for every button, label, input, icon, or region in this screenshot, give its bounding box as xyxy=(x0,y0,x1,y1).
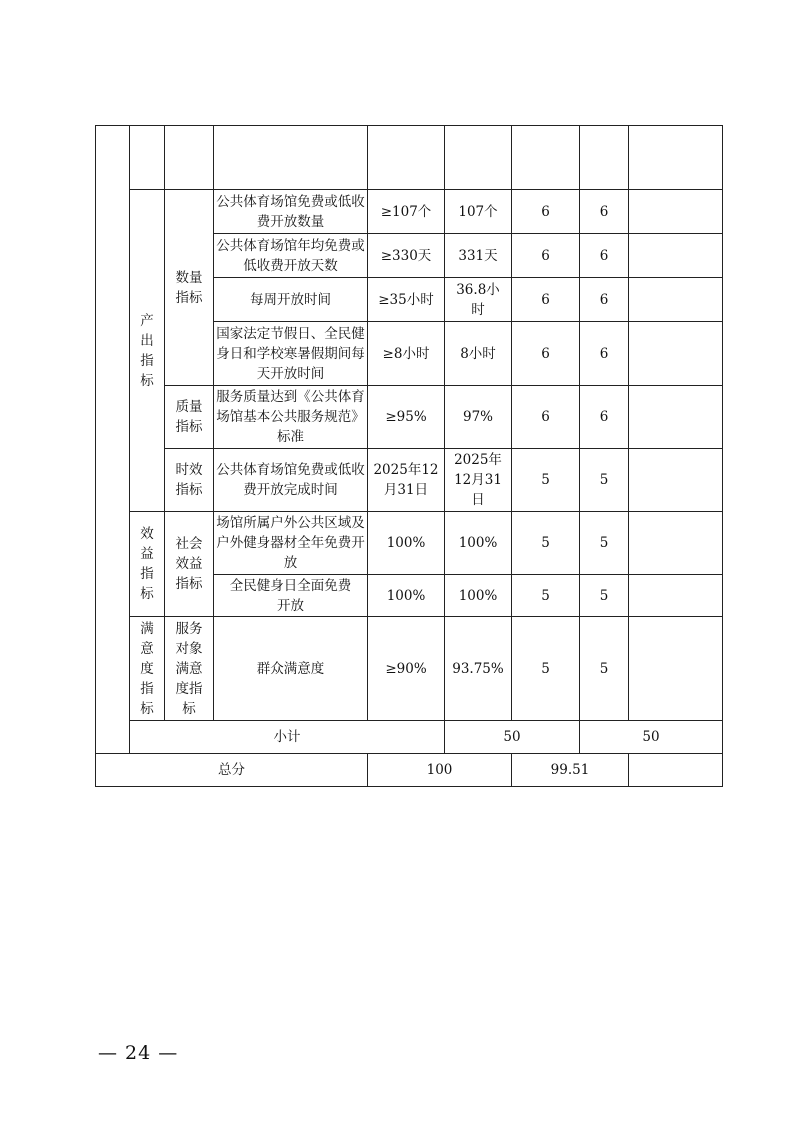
score-cell: 5 xyxy=(580,617,629,721)
total-label: 总分 xyxy=(96,754,368,787)
weight-cell: 5 xyxy=(512,617,580,721)
weight-cell: 6 xyxy=(512,278,580,322)
weight-cell: 6 xyxy=(512,190,580,234)
benefit-indicator-label: 效益指标 xyxy=(130,512,165,617)
remark-cell xyxy=(629,449,723,512)
target-cell: ≥90% xyxy=(368,617,445,721)
target-cell: ≥330天 xyxy=(368,234,445,278)
score-cell: 6 xyxy=(580,234,629,278)
output-indicator-label: 产出指标 xyxy=(130,190,165,512)
table-row xyxy=(96,449,723,512)
remark-cell xyxy=(629,322,723,386)
subtotal-row xyxy=(96,721,723,754)
actual-cell: 2025年12月31日 xyxy=(445,449,512,512)
remark-cell xyxy=(629,278,723,322)
table-row-blank xyxy=(96,126,723,190)
indicator-cell: 每周开放时间 xyxy=(214,278,368,322)
total-score: 99.51 xyxy=(512,754,629,787)
score-cell: 5 xyxy=(580,575,629,617)
score-cell: 6 xyxy=(580,322,629,386)
timeliness-indicator-label: 时效指标 xyxy=(165,449,214,512)
remark-cell xyxy=(629,234,723,278)
social-benefit-indicator-label: 社会效益指标 xyxy=(165,512,214,617)
table-row xyxy=(96,386,723,449)
weight-cell: 5 xyxy=(512,575,580,617)
indicator-cell: 公共体育场馆年均免费或低收费开放天数 xyxy=(214,234,368,278)
weight-cell: 6 xyxy=(512,322,580,386)
table-row xyxy=(96,190,723,234)
target-cell: 100% xyxy=(368,575,445,617)
remark-cell xyxy=(629,512,723,575)
target-cell: ≥35小时 xyxy=(368,278,445,322)
service-satisfaction-indicator-label: 服务对象满意度指标 xyxy=(165,617,214,721)
weight-cell: 6 xyxy=(512,386,580,449)
weight-cell: 5 xyxy=(512,512,580,575)
indicator-cell: 场馆所属户外公共区域及户外健身器材全年免费开放 xyxy=(214,512,368,575)
remark-cell xyxy=(629,190,723,234)
indicator-cell: 公共体育场馆免费或低收费开放数量 xyxy=(214,190,368,234)
actual-cell: 331天 xyxy=(445,234,512,278)
satisfaction-indicator-label: 满意度指标 xyxy=(130,617,165,721)
quantity-indicator-label: 数量指标 xyxy=(165,190,214,386)
actual-cell: 100% xyxy=(445,512,512,575)
score-cell: 6 xyxy=(580,190,629,234)
subtotal-weight: 50 xyxy=(445,721,580,754)
table-row xyxy=(96,512,723,575)
performance-indicator-table xyxy=(95,125,723,787)
target-cell: ≥95% xyxy=(368,386,445,449)
actual-cell: 36.8小时 xyxy=(445,278,512,322)
total-weight: 100 xyxy=(368,754,512,787)
remark-cell xyxy=(629,386,723,449)
actual-cell: 107个 xyxy=(445,190,512,234)
actual-cell: 100% xyxy=(445,575,512,617)
indicator-cell: 服务质量达到《公共体育场馆基本公共服务规范》标准 xyxy=(214,386,368,449)
remark-cell xyxy=(629,575,723,617)
subtotal-score: 50 xyxy=(580,721,723,754)
actual-cell: 97% xyxy=(445,386,512,449)
weight-cell: 5 xyxy=(512,449,580,512)
indicator-cell: 国家法定节假日、全民健身日和学校寒暑假期间每天开放时间 xyxy=(214,322,368,386)
score-cell: 5 xyxy=(580,512,629,575)
actual-cell: 8小时 xyxy=(445,322,512,386)
indicator-cell: 群众满意度 xyxy=(214,617,368,721)
total-row xyxy=(96,754,723,787)
indicator-cell: 公共体育场馆免费或低收费开放完成时间 xyxy=(214,449,368,512)
target-cell: 100% xyxy=(368,512,445,575)
indicator-cell: 全民健身日全面免费开放 xyxy=(214,575,368,617)
score-cell: 6 xyxy=(580,278,629,322)
remark-cell xyxy=(629,617,723,721)
score-cell: 5 xyxy=(580,449,629,512)
weight-cell: 6 xyxy=(512,234,580,278)
remark-cell xyxy=(629,754,723,787)
quality-indicator-label: 质量指标 xyxy=(165,386,214,449)
table-row xyxy=(96,617,723,721)
continued-first-level-cell xyxy=(96,126,130,754)
subtotal-label: 小计 xyxy=(130,721,445,754)
target-cell: ≥107个 xyxy=(368,190,445,234)
target-cell: ≥8小时 xyxy=(368,322,445,386)
target-cell: 2025年12月31日 xyxy=(368,449,445,512)
page-number: — 24 — xyxy=(98,1042,179,1064)
score-cell: 6 xyxy=(580,386,629,449)
actual-cell: 93.75% xyxy=(445,617,512,721)
